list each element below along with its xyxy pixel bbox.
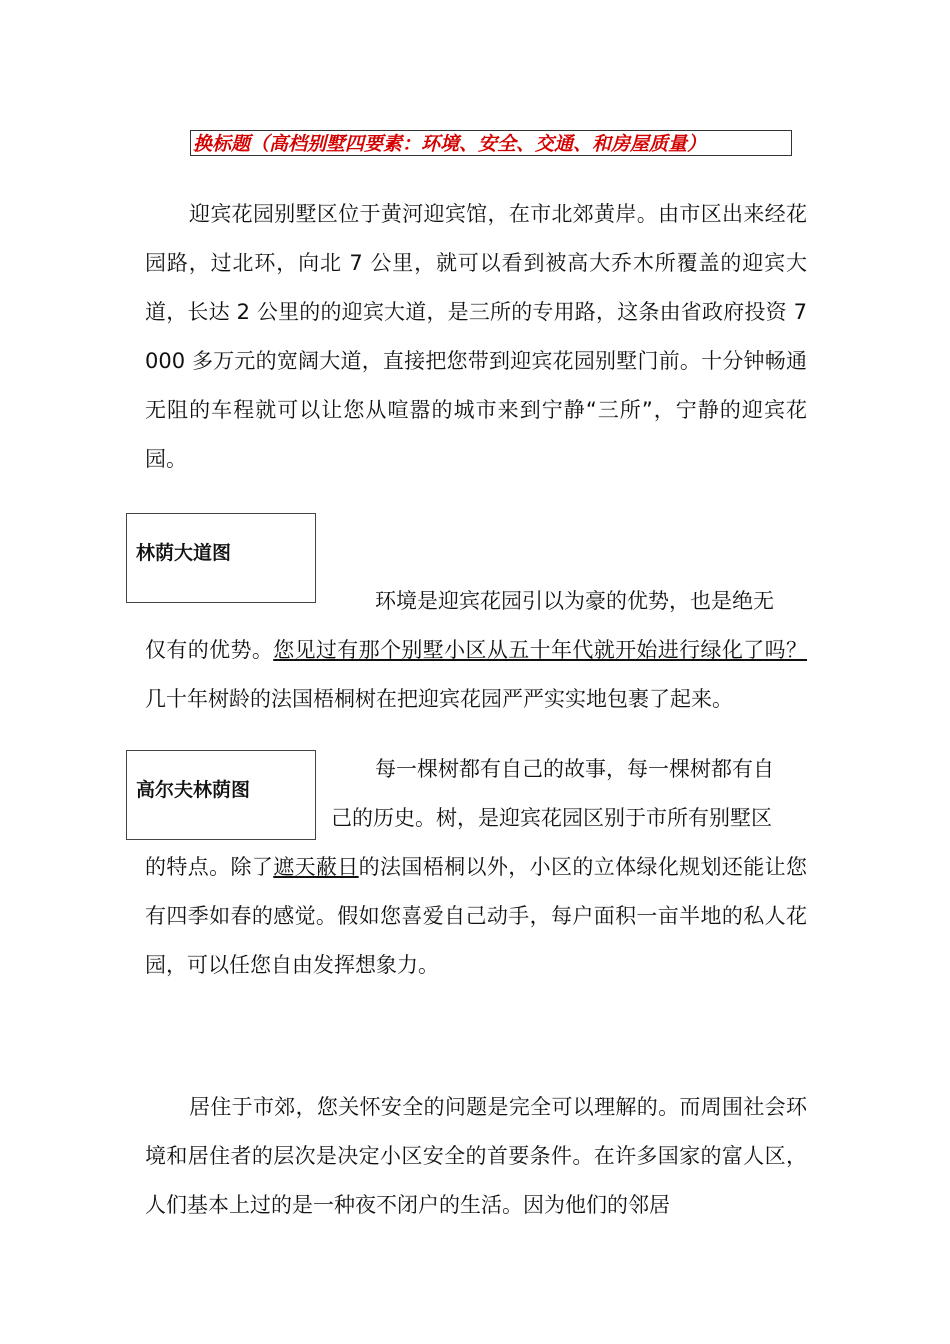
paragraph-environment-line1: 环境是迎宾花园引以为豪的优势，也是绝无 <box>375 589 774 613</box>
paragraph-environment-rest: 几十年树龄的法国梧桐树在把迎宾花园严严实实地包裹了起来。 <box>145 687 733 711</box>
paragraph-security: 居住于市郊，您关怀安全的问题是完全可以理解的。而周围社会环境和居住者的层次是决定小区安全的首要条件。在许多国家的富人区，人们基本上过的是一种夜不闭户的生活。因为他们的邻居 <box>145 1095 807 1217</box>
document-title: 换标题（高档别墅四要素：环境、安全、交通、和房屋质量） <box>190 130 792 156</box>
paragraph-location: 迎宾花园别墅区位于黄河迎宾馆，在市北郊黄岸。由市区出来经花园路，过北环，向北 7 公里，就可以看到被高大乔木所覆盖的迎宾大道，长达 2 公里的的迎宾大道，是三所的专用路，这条由省政府投资 7000 多万元的宽阔大道，直接把您带到迎宾花园别墅门前。十分钟畅通无阻的车程就可以让您从喧嚣的城市来到宁静“三所”，宁静的迎宾花园。 <box>145 202 807 471</box>
paragraph-environment <box>145 577 807 724</box>
paragraph-trees <box>145 745 807 990</box>
paragraph-environment-text: 仅有的优势。 <box>145 638 274 662</box>
paragraph-trees-rest: 的法国梧桐以外，小区的立体绿化规划还能让您有四季如春的感觉。假如您喜爱自己动手，每户面积一亩半地的私人花园，可以任您自由发挥想象力。 <box>145 855 808 977</box>
image-placeholder-golf: 高尔夫林荫图 <box>126 750 316 840</box>
paragraph-trees-line2: 己的历史。树，是迎宾花园区别于市所有别墅区 <box>331 806 772 830</box>
paragraph-trees-line1: 每一棵树都有自己的故事，每一棵树都有自 <box>375 757 774 781</box>
underlined-phrase: 遮天蔽日 <box>273 855 359 879</box>
image-placeholder-avenue: 林荫大道图 <box>126 513 316 603</box>
paragraph-trees-text: 的特点。除了 <box>145 855 274 879</box>
underlined-question: 您见过有那个别墅小区从五十年代就开始进行绿化了吗？ <box>273 638 808 662</box>
